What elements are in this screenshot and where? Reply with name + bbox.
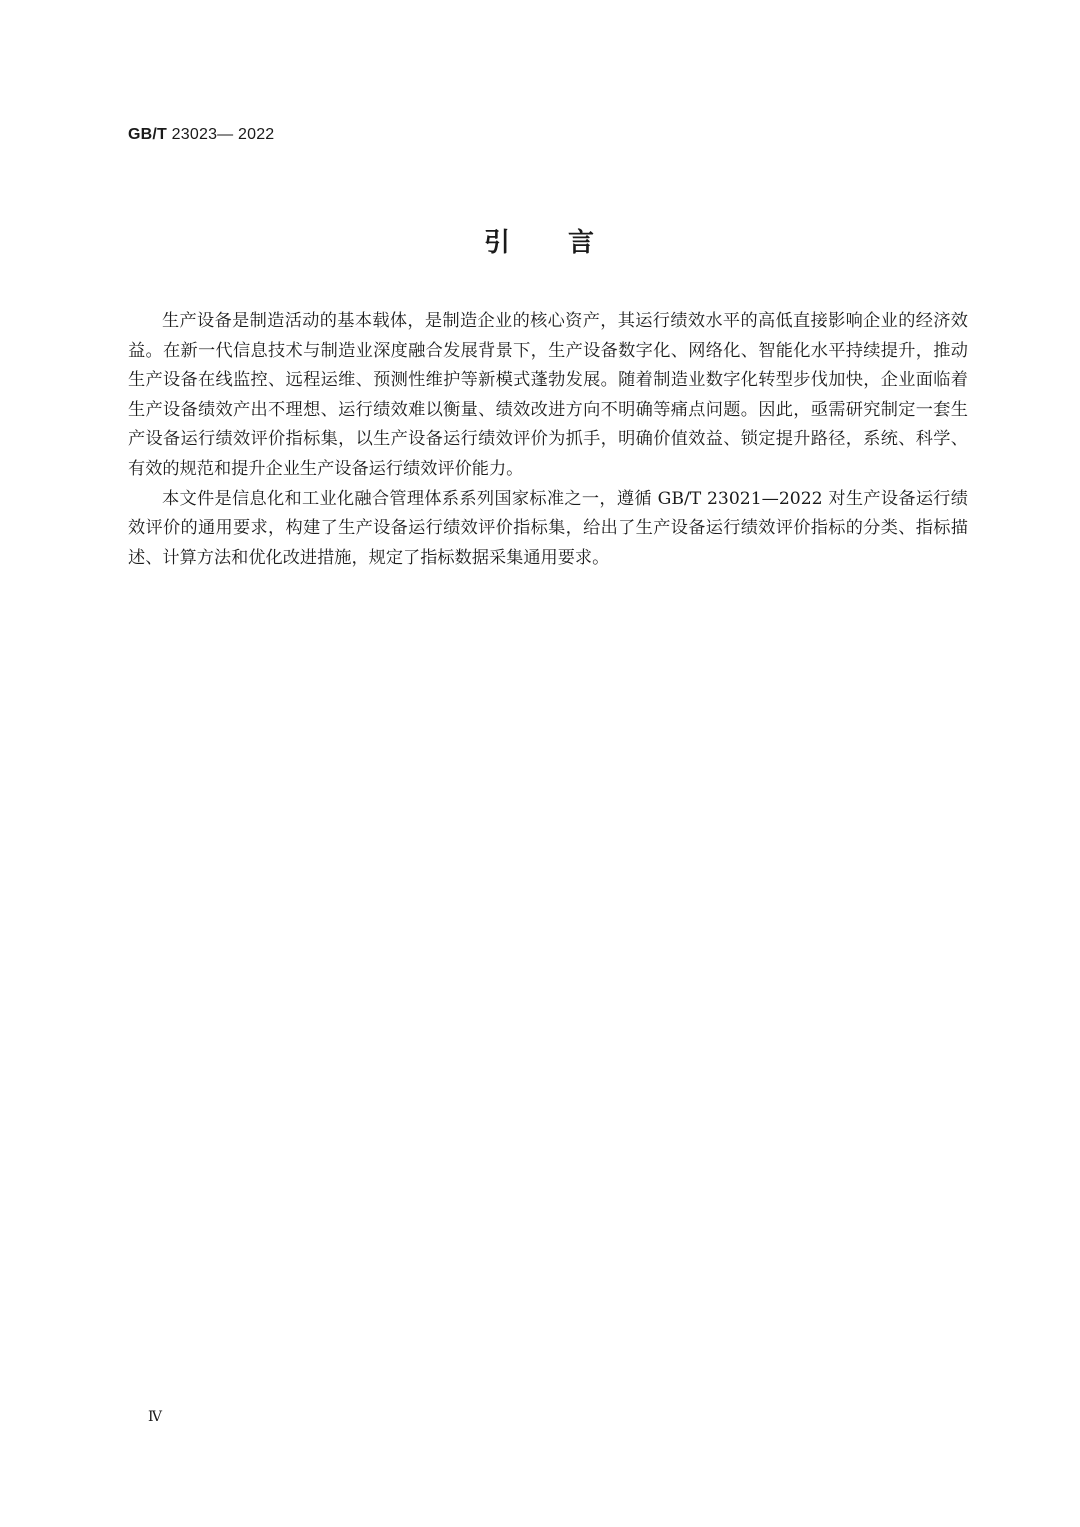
paragraph-1: 生产设备是制造活动的基本载体，是制造企业的核心资产，其运行绩效水平的高低直接影响企业的经济效益。在新一代信息技术与制造业深度融合发展背景下，生产设备数字化、网络化、智能化水平持续提升，推动生产设备在线监控、远程运维、预测性维护等新模式蓬勃发展。随着制造业数字化转型步伐加快，企业面临着生产设备绩效产出不理想、运行绩效难以衡量、绩效改进方向不明确等痛点问题。因此，亟需研究制定一套生产设备运行绩效评价指标集，以生产设备运行绩效评价为抓手，明确价值效益、锁定提升路径，系统、科学、有效的规范和提升企业生产设备运行绩效评价能力。 — [128, 311, 968, 479]
introduction-body — [128, 307, 968, 573]
page-title: 引 言 — [483, 228, 596, 258]
paragraph-2: 本文件是信息化和工业化融合管理体系系列国家标准之一，遵循 GB/T 23021—2022 对生产设备运行绩效评价的通用要求，构建了生产设备运行绩效评价指标集，给出了生产设备运行绩效评价指标的分类、指标描述、计算方法和优化改进措施，规定了指标数据采集通用要求。 — [128, 488, 968, 568]
page-number: Ⅳ — [148, 1410, 162, 1425]
standard-code-prefix: GB/T — [128, 126, 168, 143]
standard-code — [128, 126, 274, 144]
standard-code-number: 23023— 2022 — [167, 126, 275, 143]
